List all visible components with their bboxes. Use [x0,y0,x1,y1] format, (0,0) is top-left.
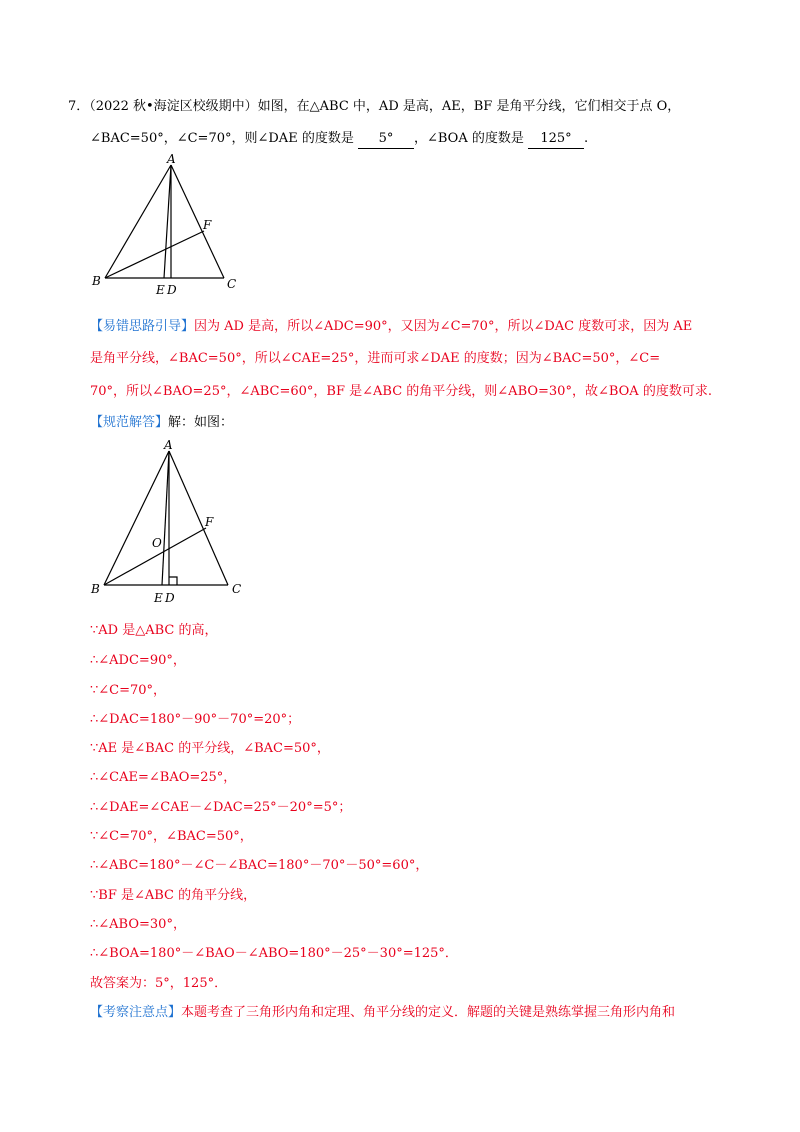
solution-step-8: ∵∠C=70°，∠BAC=50°， [90,829,253,844]
hint-line-1 [90,318,692,336]
solution-tag: 【规范解答】 [90,415,169,430]
fig2-side-ab [104,451,169,585]
solution-step-4: ∴∠DAC=180°－90°－70°=20°； [90,712,301,727]
fig1-label-d: D [167,283,177,297]
note-tag: 【考察注意点】 [90,1005,182,1020]
fig1-side-ac [171,165,224,278]
answer-2: 125° [528,130,584,149]
fig1-label-b: B [92,274,101,288]
problem-source: （2022 秋•海淀区校级期中） [89,99,258,114]
hint-line-3: 70°，所以∠BAO=25°，∠ABC=60°，BF 是∠ABC 的角平分线，则∠ABO=30°，故∠BOA 的度数可求. [90,384,712,399]
fig1-label-c: C [227,277,237,291]
fig2-right-angle-mark [169,577,177,585]
fig1-label-a: A [167,152,176,166]
solution-step-10: ∵BF 是∠ABC 的角平分线， [90,888,257,903]
solution-step-11: ∴∠ABO=30°， [90,917,186,932]
fig1-label-e: E [156,283,165,297]
fig1-label-f: F [203,218,212,232]
fig1-side-ab [105,165,171,278]
problem-line-2 [90,130,588,149]
note-text: 本题考查了三角形内角和定理、角平分线的定义．解题的关键是熟练掌握三角形内角和 [181,1005,676,1020]
solution-step-2: ∴∠ADC=90°， [90,653,186,668]
hint-tag: 【易错思路引导】 [90,319,195,334]
answer-1: 5° [358,130,414,149]
solution-header [90,414,233,432]
solution-intro: 解：如图： [168,415,234,430]
solution-step-3: ∵∠C=70°， [90,683,167,698]
solution-step-12: ∴∠BOA=180°－∠BAO－∠ABO=180°－25°－30°=125°． [90,946,458,961]
hint-line-2: 是角平分线，∠BAC=50°，所以∠CAE=25°，进而可求∠DAE 的度数；因为∠BAC=50°，∠C= [90,351,661,366]
fig2-label-c: C [232,582,242,596]
problem-text-4: . [583,131,589,146]
hint-text-1: 因为 AD 是高，所以∠ADC=90°，又因为∠C=70°，所以∠DAC 度数可求，因为 AE [194,319,693,334]
solution-step-1: ∵AD 是△ABC 的高， [90,623,218,638]
fig1-bisector-ae [164,165,171,278]
solution-final-answer: 故答案为：5°，125°． [90,976,228,991]
fig2-bisector-bf [104,528,206,585]
fig2-label-b: B [91,582,100,596]
solution-step-5: ∵AE 是∠BAC 的平分线，∠BAC=50°， [90,741,330,756]
problem-text-1: 如图，在△ABC 中，AD 是高，AE，BF 是角平分线，它们相交于点 O， [257,99,681,114]
fig2-bisector-ae [162,451,169,585]
fig2-label-e: E [154,591,163,605]
solution-step-7: ∴∠DAE=∠CAE－∠DAC=25°－20°=5°； [90,800,352,815]
fig2-side-ac [169,451,228,585]
fig2-label-d: D [165,591,175,605]
fig1-bisector-bf [105,231,204,278]
fig2-label-a: A [164,438,173,452]
solution-step-9: ∴∠ABC=180°－∠C－∠BAC=180°－70°－50°=60°， [90,858,429,873]
problem-text-3: ，∠BOA 的度数是 [413,131,524,146]
problem-line-1 [68,98,680,116]
fig2-label-o: O [152,536,162,550]
problem-text-2: ∠BAC=50°，∠C=70°，则∠DAE 的度数是 [90,131,354,146]
note-line [90,1004,675,1022]
solution-step-6: ∴∠CAE=∠BAO=25°， [90,770,237,785]
problem-number: 7． [68,99,90,114]
fig2-label-f: F [205,515,214,529]
